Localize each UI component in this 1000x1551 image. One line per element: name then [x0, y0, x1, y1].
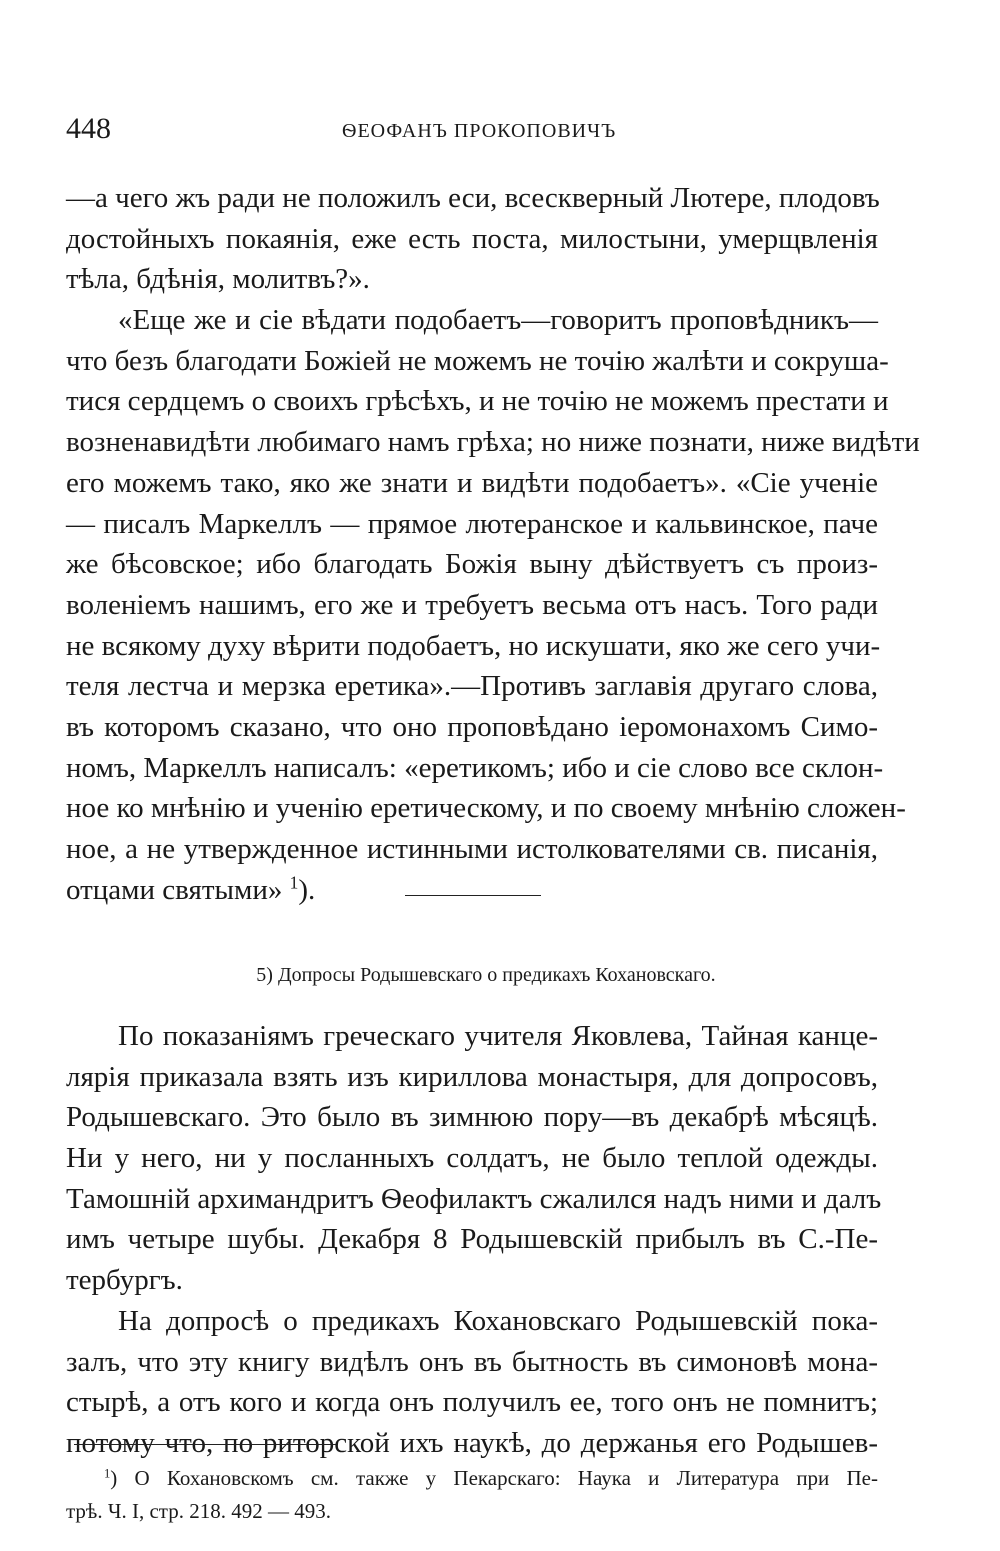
text-line: —а чего жъ ради не положилъ еси, всескверный Лютере, плодовъ — [66, 182, 880, 214]
text-line: стырѣ, а отъ кого и когда онъ получилъ ее, того онъ не помнитъ; — [66, 1386, 878, 1419]
footnote-mark: 1 — [104, 1466, 111, 1481]
footnote-reference[interactable]: 1 — [289, 872, 299, 893]
text-line: не всякому духу вѣрити подобаетъ, но искушати, яко же сего учи- — [66, 629, 881, 662]
page-number: 448 — [66, 112, 111, 145]
running-title: ѲЕОФАНЪ ПРОКОПОВИЧЪ — [342, 120, 617, 142]
text-line: тѣла, бдѣнія, молитвъ?». — [66, 263, 370, 296]
section-heading-text: 5) Допросы Родышевскаго о предикахъ Кохановскаго. — [256, 964, 716, 986]
text-line: же бѣсовское; ибо благодать Божія выну дѣйствуетъ съ произ- — [66, 548, 878, 581]
text-line-last — [66, 870, 878, 911]
text-line: возненавидѣти любимаго намъ грѣха; но ниже познати, ниже видѣти — [66, 426, 920, 459]
footnote-line: трѣ. Ч. I, стр. 218. 492 — 493. — [66, 1499, 331, 1523]
text-line: тербургъ. — [66, 1264, 183, 1297]
text-line: — писалъ Маркеллъ — прямое лютеранское и кальвинское, паче — [66, 507, 878, 540]
text-line: тися сердцемъ о своихъ грѣсѣхъ, и не точію не можемъ престати и — [66, 385, 889, 418]
footnote-line — [66, 1462, 878, 1495]
body-text-top — [66, 178, 920, 910]
text-line: По показаніямъ греческаго учителя Яковлева, Тайная канце- — [118, 1020, 878, 1052]
text-line: теля лестча и мерзка еретика».—Противъ заглавія другаго слова, — [66, 670, 878, 703]
text-line: залъ, что эту книгу видѣлъ онъ въ бытность въ симоновѣ мона- — [66, 1345, 878, 1378]
text-fragment: ). — [298, 873, 316, 906]
body-text-bottom — [66, 1016, 882, 1464]
text-line: ное, а не утвержденное истинными истолкователями св. писанія, — [66, 833, 878, 865]
text-line: На допросѣ о предикахъ Кохановскаго Родышевскій пока- — [118, 1304, 878, 1337]
text-line: что безъ благодати Божіей не можемъ не точію жалѣти и сокруша- — [66, 344, 889, 377]
text-line: ное ко мнѣнію и ученію еретическому, и по своему мнѣнію сложен- — [66, 792, 906, 825]
text-line: воленіемъ нашимъ, его же и требуетъ весьма отъ насъ. Того ради — [66, 588, 878, 621]
text-line: имъ четыре шубы. Декабря 8 Родышевскій прибылъ въ С.-Пе- — [66, 1223, 878, 1256]
text-line: въ которомъ сказано, что оно проповѣдано іеромонахомъ Симо- — [66, 710, 878, 743]
text-line: Ни у него, ни у посланныхъ солдатъ, не было теплой одежды. — [66, 1142, 878, 1175]
text-line: Тамошній архимандритъ Ѳеофилактъ сжалился надъ ними и далъ — [66, 1182, 882, 1215]
text-line: Родышевскаго. Это было въ зимнюю пору—въ декабрѣ мѣсяцѣ. — [66, 1101, 878, 1134]
footnote-text: ) О Кохановскомъ см. также у Пекарскаго: Наука и Литература при Пе- — [110, 1466, 878, 1490]
section-heading — [0, 964, 1000, 987]
footnote-rule — [74, 1444, 336, 1445]
running-header — [66, 112, 878, 152]
text-line: лярія приказала взять изъ кириллова монастыря, для допросовъ, — [66, 1060, 878, 1093]
text-line: номъ, Маркеллъ написалъ: «еретикомъ; ибо и сіе слово все склон- — [66, 751, 884, 784]
text-line: достойныхъ покаянія, еже есть поста, милостыни, умерщвленія — [66, 222, 878, 255]
text-line: его можемъ тако, яко же знати и видѣти подобаетъ». «Сіе ученіе — [66, 466, 878, 499]
text-fragment: отцами святыми» — [66, 873, 283, 906]
text-line: «Еще же и сіе вѣдати подобаетъ—говоритъ проповѣдникъ— — [118, 304, 878, 337]
footnotes — [66, 1462, 878, 1528]
text-line: потому что, по риторской ихъ наукѣ, до держанья его Родышев- — [66, 1426, 878, 1459]
section-divider — [405, 895, 541, 896]
